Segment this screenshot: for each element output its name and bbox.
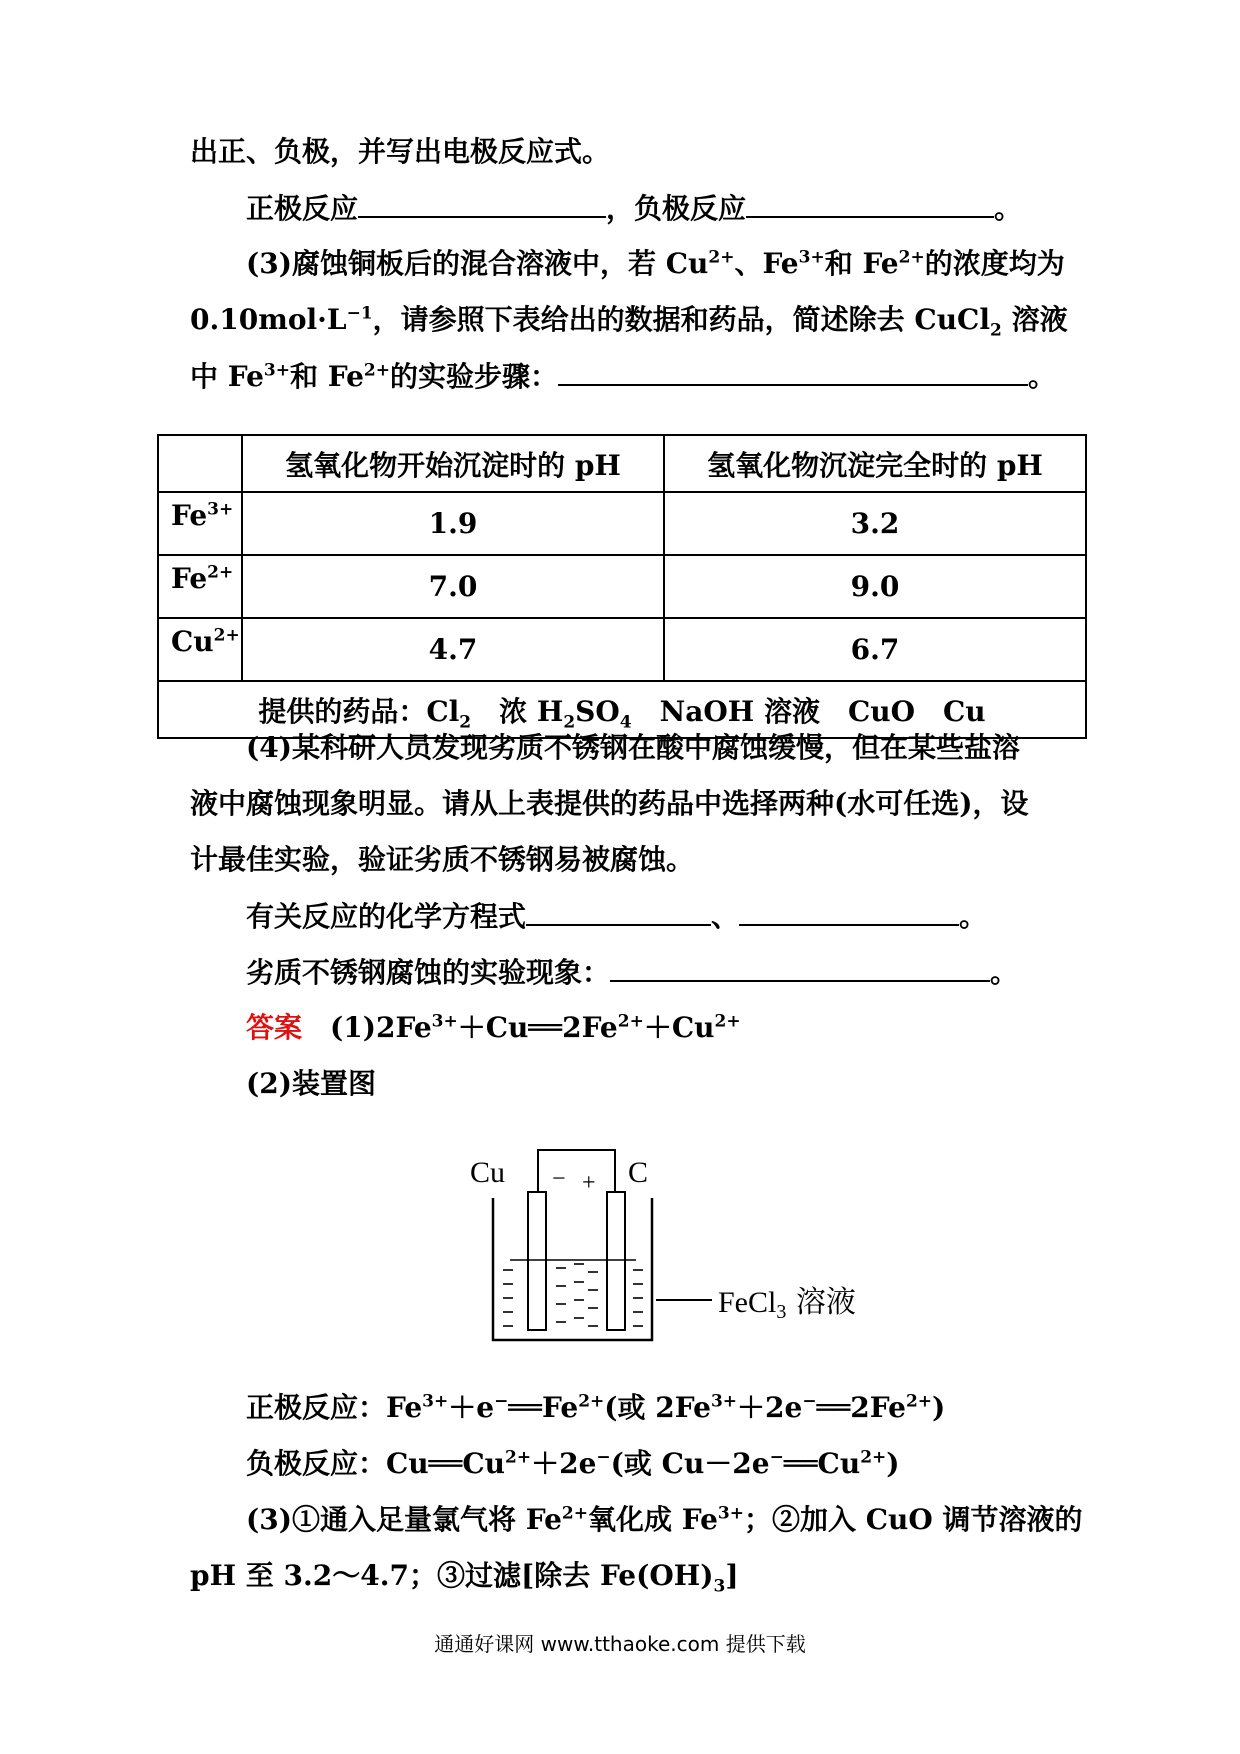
answer-blank	[739, 896, 959, 926]
answer-blank	[526, 896, 711, 926]
beaker	[493, 1198, 652, 1340]
table-cell: 6.7	[664, 618, 1086, 681]
text-line	[246, 188, 1116, 229]
table-cell: 7.0	[242, 555, 664, 618]
table-corner-cell	[158, 435, 242, 492]
table-row	[158, 618, 1086, 681]
text-line: 有关反应的化学方程式 、 。	[246, 896, 1116, 937]
minus-sign: −	[552, 1166, 566, 1192]
answer-blank	[610, 952, 990, 982]
text-line: (4)某科研人员发现劣质不锈钢在酸中腐蚀缓慢，但在某些盐溶	[246, 731, 1020, 764]
text-line: 中 $Fe^{3+}$和 $Fe^{2+}$的实验步骤： 。	[190, 356, 1060, 397]
table-row	[158, 555, 1086, 618]
answer-line: 答案 $(1)2Fe^{3+}+Cu══2Fe^{2+}+Cu^{2+}$	[246, 1011, 741, 1044]
text: 。	[994, 192, 1023, 225]
ion-cell: $Fe^{3+}$	[158, 492, 242, 555]
table-cell: 4.7	[242, 618, 664, 681]
text-line: 正极反应：$Fe^{3+}+e^-══Fe^{2+}$(或 $2Fe^{3+}+2e^-══2Fe^{2+}$)	[246, 1391, 946, 1424]
text: ，负极反应	[606, 192, 747, 225]
text: 出正、负极，并写出电极反应式。	[190, 135, 611, 168]
table-header-cell: 氢氧化物开始沉淀时的 pH	[242, 435, 664, 492]
cu-label: Cu	[470, 1156, 506, 1189]
text: 正极反应	[246, 192, 359, 225]
table-cell: 1.9	[242, 492, 664, 555]
carbon-electrode	[607, 1192, 625, 1330]
text-line: 液中腐蚀现象明显。请从上表提供的药品中选择两种(水可任选)，设	[190, 787, 1029, 820]
reagents-cell: 提供的药品：$Cl_2$ 浓 $H_2SO_4$ NaOH 溶液 CuO Cu	[158, 681, 1086, 738]
page-footer: 通通好课网 www.tthaoke.com 提供下载	[434, 1632, 806, 1656]
text-line: 计最佳实验，验证劣质不锈钢易被腐蚀。	[190, 843, 695, 876]
ion-cell: $Fe^{2+}$	[158, 555, 242, 618]
table-cell: 9.0	[664, 555, 1086, 618]
text-line: 负极反应：$Cu══Cu^{2+}+2e^-$(或 $Cu-2e^-══Cu^{2+}$)	[246, 1447, 900, 1480]
electrochemical-cell-diagram	[470, 1140, 890, 1350]
solution-label: FeCl$_3$ 溶液	[718, 1285, 856, 1323]
table-cell: 3.2	[664, 492, 1086, 555]
plus-sign: +	[582, 1170, 596, 1196]
table-header-row	[158, 435, 1086, 492]
table-header-cell: 氢氧化物沉淀完全时的 pH	[664, 435, 1086, 492]
external-wire	[538, 1150, 615, 1192]
text-line: (3)①通入足量氯气将 $Fe^{2+}$氧化成 $Fe^{3+}$；②加入 CuO 调节溶液的	[246, 1503, 1083, 1536]
text-line	[190, 132, 1060, 172]
table-row	[158, 492, 1086, 555]
text-line: pH 至 3.2～4.7；③过滤[除去 $Fe(OH)_3$]	[190, 1559, 739, 1597]
ion-cell: $Cu^{2+}$	[158, 618, 242, 681]
text-line: (3)腐蚀铜板后的混合溶液中，若 $Cu^{2+}$、$Fe^{3+}$和 $Fe^{2+}$的浓度均为	[246, 247, 1065, 280]
cu-electrode	[528, 1192, 546, 1330]
ph-table	[157, 434, 1087, 739]
text-line: (2)装置图	[246, 1067, 376, 1100]
answer-label: 答案	[246, 1011, 303, 1044]
answer-blank	[746, 188, 994, 218]
answer-blank	[358, 188, 606, 218]
answer-blank	[558, 356, 1028, 386]
c-label: C	[628, 1156, 649, 1189]
text-line: $0.10mol\cdot L^{-1}$，请参照下表给出的数据和药品，简述除去 CuCl$_2$ 溶液	[190, 303, 1068, 341]
text-line: 劣质不锈钢腐蚀的实验现象： 。	[246, 952, 1116, 993]
